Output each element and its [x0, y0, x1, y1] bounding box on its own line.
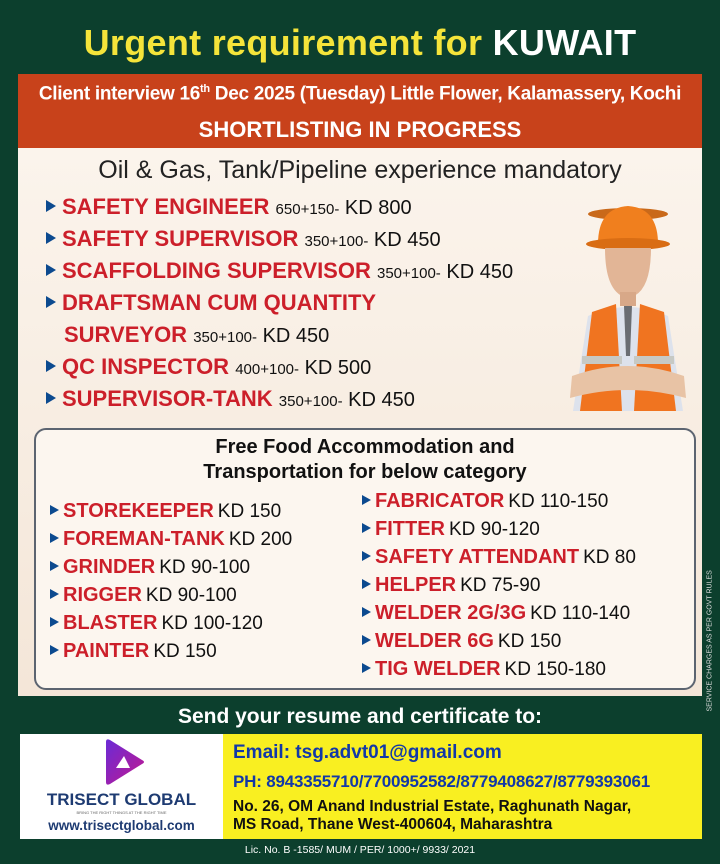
job-salary: KD 800	[344, 197, 412, 219]
arrow-icon	[46, 200, 56, 212]
job-item	[46, 226, 441, 252]
experience-requirement: Oil & Gas, Tank/Pipeline experience mandatory	[98, 156, 622, 184]
position-salary: KD 100-120	[161, 613, 263, 634]
benefits-heading: Free Food Accommodation and	[215, 436, 515, 458]
position-salary: KD 90-120	[449, 519, 540, 540]
arrow-icon	[46, 392, 56, 404]
list-item	[362, 518, 540, 541]
contact-address-line1: No. 26, OM Anand Industrial Estate, Raghunath Nagar,	[233, 798, 632, 815]
interview-pre: Client interview 16	[38, 83, 201, 105]
position-title: STOREKEEPER	[63, 500, 214, 522]
job-breakup: 350+100-	[376, 265, 441, 282]
list-item	[362, 602, 630, 625]
list-item	[50, 528, 292, 551]
position-salary: KD 150	[217, 501, 282, 522]
job-salary: KD 450	[262, 325, 330, 347]
title-text: Urgent requirement for	[83, 22, 483, 63]
trisect-logo-icon	[20, 734, 223, 790]
arrow-icon	[362, 579, 371, 589]
list-item	[362, 574, 540, 597]
list-item	[50, 584, 237, 607]
job-breakup: 350+100-	[304, 233, 369, 250]
list-item	[50, 612, 263, 635]
worker-illustration	[558, 206, 698, 426]
interview-sup: th	[200, 83, 210, 95]
position-salary: KD 90-100	[159, 557, 251, 578]
arrow-icon	[50, 505, 59, 515]
job-item	[46, 290, 376, 316]
job-title-cont: SURVEYOR	[64, 322, 188, 347]
job-breakup: 350+100-	[278, 393, 343, 410]
job-breakup: 350+100-	[193, 329, 258, 346]
contact-email[interactable]: Email: tsg.advt01@gmail.com	[233, 742, 502, 763]
position-salary: KD 150-180	[504, 659, 606, 680]
arrow-icon	[50, 617, 59, 627]
job-salary: KD 500	[304, 357, 372, 379]
job-item	[46, 386, 415, 412]
list-item	[362, 658, 606, 681]
company-logo-box	[20, 734, 223, 839]
job-item	[46, 258, 513, 284]
title-country: KUWAIT	[492, 22, 637, 63]
position-title: WELDER 6G	[375, 630, 494, 652]
arrow-icon	[46, 360, 56, 372]
position-salary: KD 150	[153, 641, 217, 662]
position-title: SAFETY ATTENDANT	[375, 546, 580, 568]
arrow-icon	[50, 589, 59, 599]
position-salary: KD 75-90	[460, 575, 541, 596]
job-title: SAFETY SUPERVISOR	[62, 226, 299, 251]
contact-box	[223, 734, 702, 839]
position-salary: KD 90-100	[145, 585, 237, 606]
job-title: SCAFFOLDING SUPERVISOR	[62, 258, 371, 283]
send-instructions: Send your resume and certificate to:	[177, 705, 543, 728]
side-note	[702, 570, 720, 718]
job-salary: KD 450	[373, 229, 441, 251]
job-item	[46, 354, 371, 380]
position-title: BLASTER	[63, 612, 158, 634]
job-salary: KD 450	[348, 389, 415, 411]
page-title	[0, 22, 720, 64]
arrow-icon	[46, 264, 56, 276]
position-salary: KD 200	[228, 529, 293, 550]
arrow-icon	[362, 663, 371, 673]
job-title: DRAFTSMAN CUM QUANTITY	[62, 290, 377, 315]
list-item	[50, 500, 281, 523]
position-salary: KD 110-150	[508, 491, 609, 512]
jobs-panel	[18, 148, 702, 696]
interview-post: Dec 2025 (Tuesday) Little Flower, Kalamassery, Kochi	[209, 83, 682, 105]
position-title: TIG WELDER	[375, 658, 501, 680]
arrow-icon	[46, 232, 56, 244]
arrow-icon	[362, 495, 371, 505]
position-salary: KD 80	[583, 547, 636, 568]
contact-phone[interactable]: PH: 8943355710/7700952582/8779408627/8779393061	[233, 772, 650, 791]
list-item	[362, 490, 608, 513]
position-title: FITTER	[375, 518, 445, 540]
interview-banner	[18, 74, 702, 148]
arrow-icon	[362, 551, 371, 561]
arrow-icon	[46, 296, 56, 308]
position-title: PAINTER	[63, 640, 150, 662]
arrow-icon	[362, 635, 371, 645]
company-name: TRISECT GLOBAL	[46, 790, 197, 809]
job-item-continued	[64, 322, 329, 348]
position-salary: KD 150	[497, 631, 562, 652]
license-number: Lic. No. B -1585/ MUM / PER/ 1000+/ 9933/ 2021	[244, 844, 476, 856]
job-salary: KD 450	[446, 261, 514, 283]
job-breakup: 400+100-	[235, 361, 299, 378]
job-item	[46, 194, 412, 220]
position-title: FABRICATOR	[375, 490, 505, 512]
interview-info	[18, 83, 702, 105]
list-item	[362, 630, 561, 653]
position-title: WELDER 2G/3G	[375, 602, 527, 624]
arrow-icon	[50, 561, 59, 571]
job-title: SAFETY ENGINEER	[62, 194, 270, 219]
arrow-icon	[362, 523, 371, 533]
job-title: QC INSPECTOR	[62, 354, 230, 379]
list-item	[50, 556, 250, 579]
list-item	[50, 640, 217, 663]
arrow-icon	[50, 533, 59, 543]
company-tagline: BRING THE RIGHT THINGS AT THE RIGHT TIME	[76, 810, 167, 815]
position-title: HELPER	[375, 574, 457, 596]
benefits-heading-2: Transportation for below category	[203, 461, 527, 483]
shortlisting-status: SHORTLISTING IN PROGRESS	[198, 117, 522, 142]
arrow-icon	[50, 645, 59, 655]
free-benefits-box	[34, 428, 696, 690]
position-title: FOREMAN-TANK	[63, 528, 225, 550]
job-title: SUPERVISOR-TANK	[62, 386, 273, 411]
position-title: RIGGER	[63, 584, 142, 606]
side-note-text: SERVICE CHARGES AS PER GOVT RULES	[706, 570, 714, 712]
arrow-icon	[362, 607, 371, 617]
job-breakup: 650+150-	[275, 201, 340, 218]
company-website[interactable]: www.trisectglobal.com	[48, 818, 195, 833]
contact-address-line2: MS Road, Thane West-400604, Maharashtra	[233, 816, 553, 833]
position-title: GRINDER	[63, 556, 156, 578]
position-salary: KD 110-140	[530, 603, 631, 624]
list-item	[362, 546, 636, 569]
